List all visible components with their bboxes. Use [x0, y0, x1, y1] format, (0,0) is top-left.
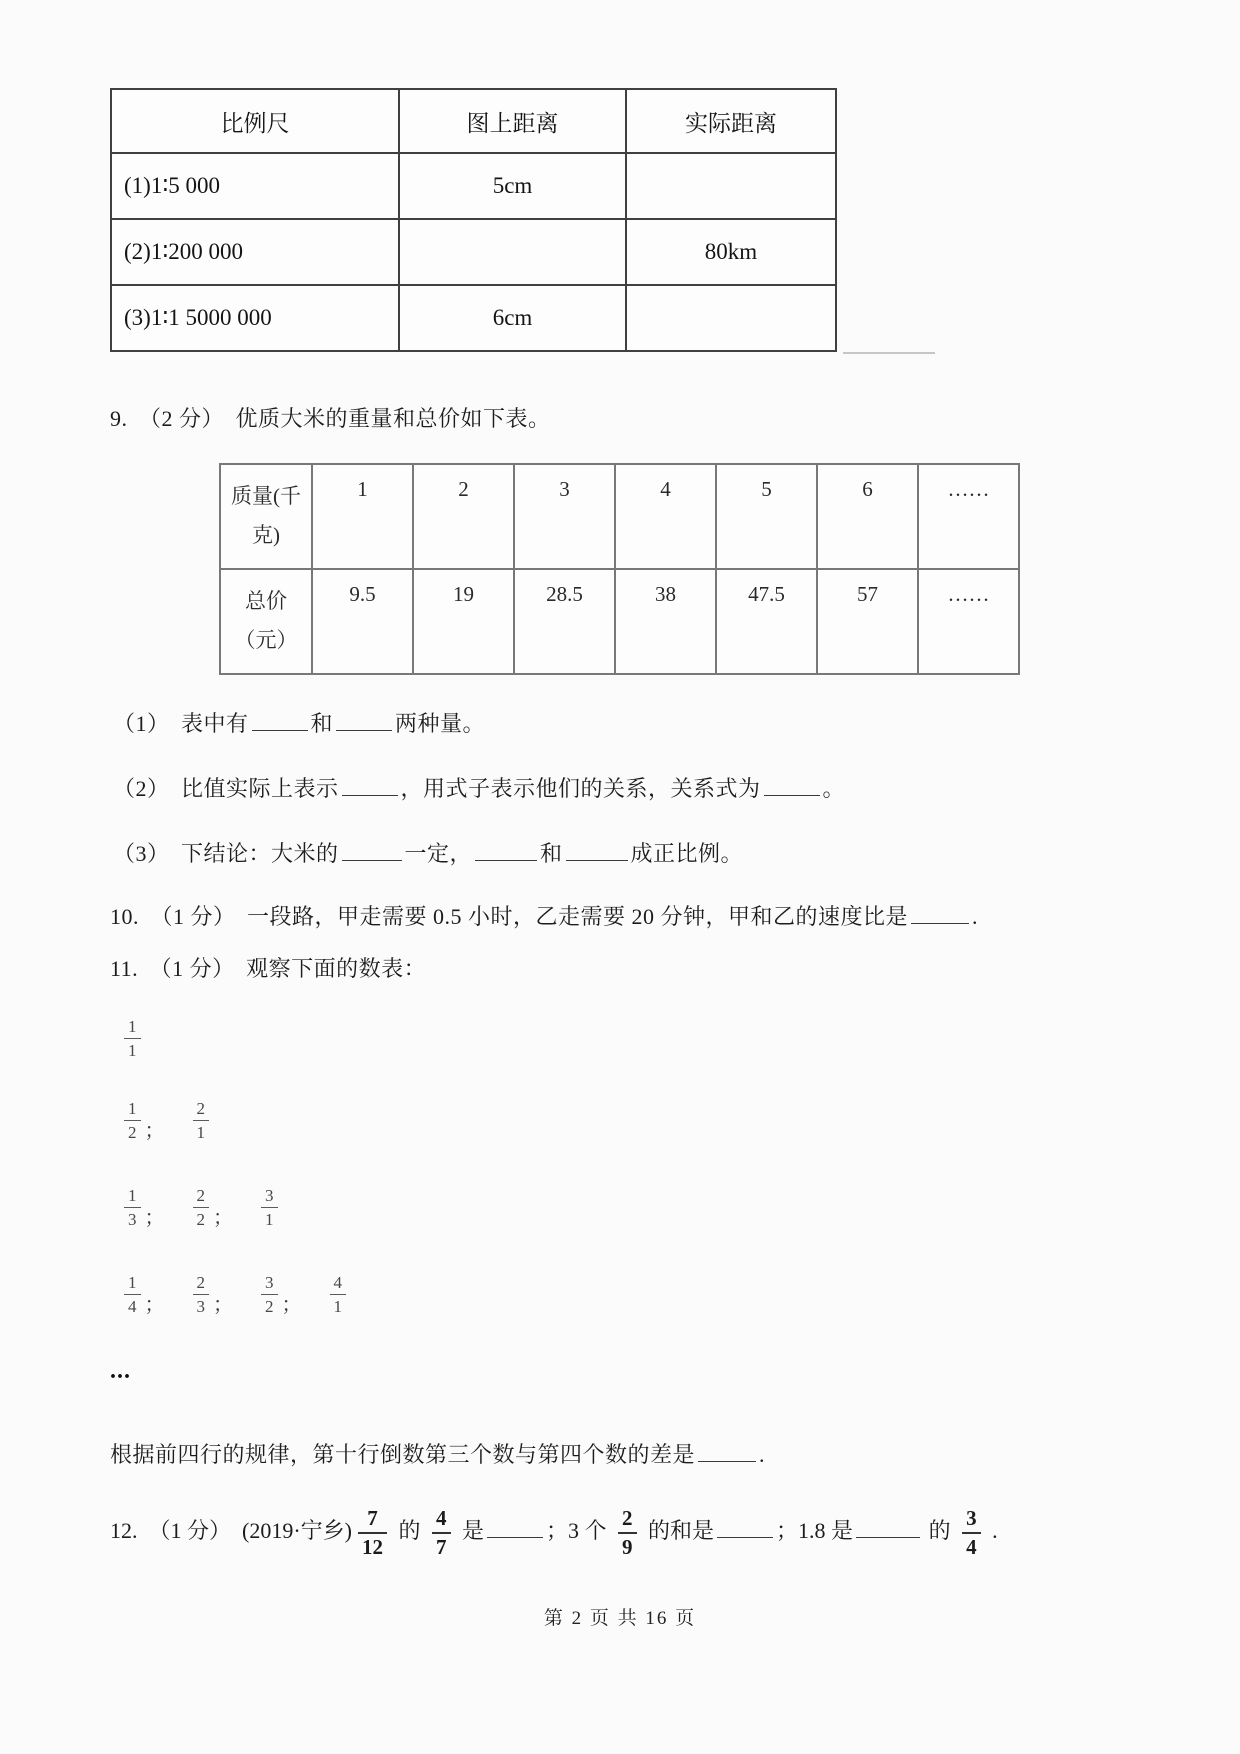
fraction-denominator: 1 [124, 1038, 141, 1059]
text-segment: ，用式子表示他们的关系，关系式为 [400, 776, 761, 801]
fraction-denominator: 3 [124, 1207, 141, 1228]
text-segment: 和 [310, 711, 334, 736]
answer-blank[interactable] [342, 773, 398, 796]
text-segment: （3） 下结论：大米的 [113, 841, 339, 866]
text-segment: 是 [456, 1518, 485, 1544]
fraction [330, 1274, 347, 1315]
fraction-numerator: 1 [128, 1099, 137, 1118]
answer-blank[interactable] [698, 1439, 756, 1462]
table-cell: 38 [615, 569, 716, 674]
fraction [261, 1274, 278, 1315]
table-cell: 6cm [399, 285, 626, 351]
table-cell: (3)1∶1 5000 000 [111, 285, 399, 351]
page-footer: 第 2 页 共 16 页 [543, 1608, 697, 1629]
fraction-denominator: 2 [261, 1294, 278, 1315]
fraction [124, 1187, 141, 1228]
fraction-numerator: 1 [128, 1273, 137, 1292]
fraction-denominator: 9 [618, 1532, 637, 1558]
fraction-denominator: 2 [193, 1207, 210, 1228]
question-9-sub3 [113, 837, 743, 868]
fraction-numerator: 2 [622, 1506, 633, 1530]
table-cell: 5 [716, 464, 817, 569]
question-9-sub2 [113, 772, 845, 803]
table-cell: 80km [626, 219, 836, 285]
text-segment: . [759, 1442, 766, 1467]
text-segment: 成正比例。 [630, 841, 744, 866]
fraction-numerator: 3 [265, 1273, 274, 1292]
fraction [193, 1187, 210, 1228]
text-segment: （1） 表中有 [113, 711, 249, 736]
answer-blank[interactable] [475, 838, 537, 861]
table-cell: 57 [817, 569, 918, 674]
question-9-sub1 [113, 707, 485, 738]
scale-distance-table [110, 88, 837, 352]
table-cell: 6 [817, 464, 918, 569]
answer-blank[interactable] [566, 838, 628, 861]
text-segment: 一定， [404, 841, 473, 866]
fraction [618, 1508, 637, 1558]
fraction-denominator: 12 [358, 1532, 387, 1558]
rice-price-table [219, 463, 1020, 675]
table-cell: 28.5 [514, 569, 615, 674]
text-segment: 。 [822, 776, 846, 801]
table-cell-empty [626, 285, 836, 351]
fraction [124, 1018, 141, 1059]
row-label-weight: 质量(千 克) [220, 464, 312, 569]
table-cell-empty [399, 219, 626, 285]
table-cell: 3 [514, 464, 615, 569]
header-scale: 比例尺 [111, 89, 399, 153]
fraction [193, 1100, 210, 1141]
fraction [124, 1100, 141, 1141]
question-9-intro: 9. （2 分） 优质大米的重量和总价如下表。 [110, 406, 551, 431]
text-segment: ； [213, 1294, 233, 1316]
table-cell: 19 [413, 569, 514, 674]
fraction-denominator: 2 [124, 1120, 141, 1141]
question-11-conclusion [110, 1438, 765, 1469]
fraction-numerator: 7 [367, 1506, 378, 1530]
table-cell-ellipsis: …… [918, 464, 1019, 569]
table-cell: (2)1∶200 000 [111, 219, 399, 285]
fraction [358, 1508, 387, 1558]
fraction-numerator: 3 [265, 1186, 274, 1205]
answer-blank[interactable] [487, 1515, 543, 1538]
text-segment: （2） 比值实际上表示 [113, 776, 339, 801]
fraction [261, 1187, 278, 1228]
question-11-intro: 11. （1 分） 观察下面的数表： [110, 956, 427, 981]
table-cell: 47.5 [716, 569, 817, 674]
fraction-row-2 [122, 1100, 211, 1141]
answer-blank[interactable] [856, 1515, 920, 1538]
text-segment: ； [281, 1294, 302, 1316]
fraction-denominator: 4 [962, 1532, 981, 1558]
table-cell: 2 [413, 464, 514, 569]
answer-blank[interactable] [252, 708, 308, 731]
fraction-denominator: 3 [193, 1294, 210, 1315]
text-segment: ； [144, 1207, 165, 1229]
fraction-numerator: 2 [196, 1099, 205, 1118]
fraction-row-3 [122, 1187, 280, 1228]
table-row-weight [220, 464, 1019, 569]
table-row [111, 153, 836, 219]
answer-blank[interactable] [843, 352, 935, 354]
sequence-ellipsis: ... [110, 1358, 131, 1384]
fraction-denominator: 1 [330, 1294, 347, 1315]
fraction [193, 1274, 210, 1315]
question-12 [110, 1508, 998, 1558]
table-row [111, 285, 836, 351]
fraction-row-1 [122, 1018, 143, 1059]
text-segment: 根据前四行的规律，第十行倒数第三个数与第四个数的差是 [110, 1442, 696, 1467]
text-segment: 12. （1 分） (2019·宁乡) [110, 1518, 352, 1544]
fraction [432, 1508, 451, 1558]
table-cell: (1)1∶5 000 [111, 153, 399, 219]
text-segment: ； [144, 1294, 165, 1316]
fraction-denominator: 4 [124, 1294, 141, 1315]
table-row [111, 219, 836, 285]
text-segment: ；1.8 是 [776, 1518, 854, 1544]
table-cell: 5cm [399, 153, 626, 219]
answer-blank[interactable] [764, 773, 820, 796]
text-segment: 的和是 [642, 1518, 715, 1544]
table-cell: 9.5 [312, 569, 413, 674]
table-row-price [220, 569, 1019, 674]
text-segment: 的 [392, 1518, 426, 1544]
text-segment: 两种量。 [395, 711, 486, 736]
question-10 [110, 900, 978, 931]
fraction-row-4 [122, 1274, 348, 1315]
fraction-numerator: 1 [128, 1017, 137, 1036]
text-segment: ； [144, 1120, 165, 1142]
header-actual-distance: 实际距离 [626, 89, 836, 153]
text-segment: 10. （1 分） 一段路，甲走需要 0.5 小时，乙走需要 20 分钟，甲和乙的速度比是 [110, 904, 909, 929]
fraction-numerator: 1 [128, 1186, 137, 1205]
text-segment: . [972, 904, 979, 929]
header-map-distance: 图上距离 [399, 89, 626, 153]
text-segment: . [986, 1518, 998, 1544]
fraction-numerator: 3 [966, 1506, 977, 1530]
table-cell-ellipsis: …… [918, 569, 1019, 674]
fraction-numerator: 4 [333, 1273, 342, 1292]
answer-blank[interactable] [911, 901, 969, 924]
answer-blank[interactable] [717, 1515, 773, 1538]
fraction-numerator: 4 [436, 1506, 447, 1530]
table-cell: 4 [615, 464, 716, 569]
fraction-denominator: 1 [261, 1207, 278, 1228]
row-label-price: 总价 （元） [220, 569, 312, 674]
answer-blank[interactable] [342, 838, 402, 861]
text-segment: 和 [540, 841, 563, 866]
fraction-denominator: 1 [193, 1120, 210, 1141]
table-cell-empty [626, 153, 836, 219]
fraction [962, 1508, 981, 1558]
table-cell: 1 [312, 464, 413, 569]
table-header-row [111, 89, 836, 153]
fraction-denominator: 7 [432, 1532, 451, 1558]
fraction-numerator: 2 [196, 1186, 205, 1205]
text-segment: 的 [923, 1518, 957, 1544]
text-segment: ；3 个 [546, 1518, 613, 1544]
fraction [124, 1274, 141, 1315]
answer-blank[interactable] [336, 708, 392, 731]
fraction-numerator: 2 [196, 1273, 205, 1292]
text-segment: ； [213, 1207, 233, 1229]
